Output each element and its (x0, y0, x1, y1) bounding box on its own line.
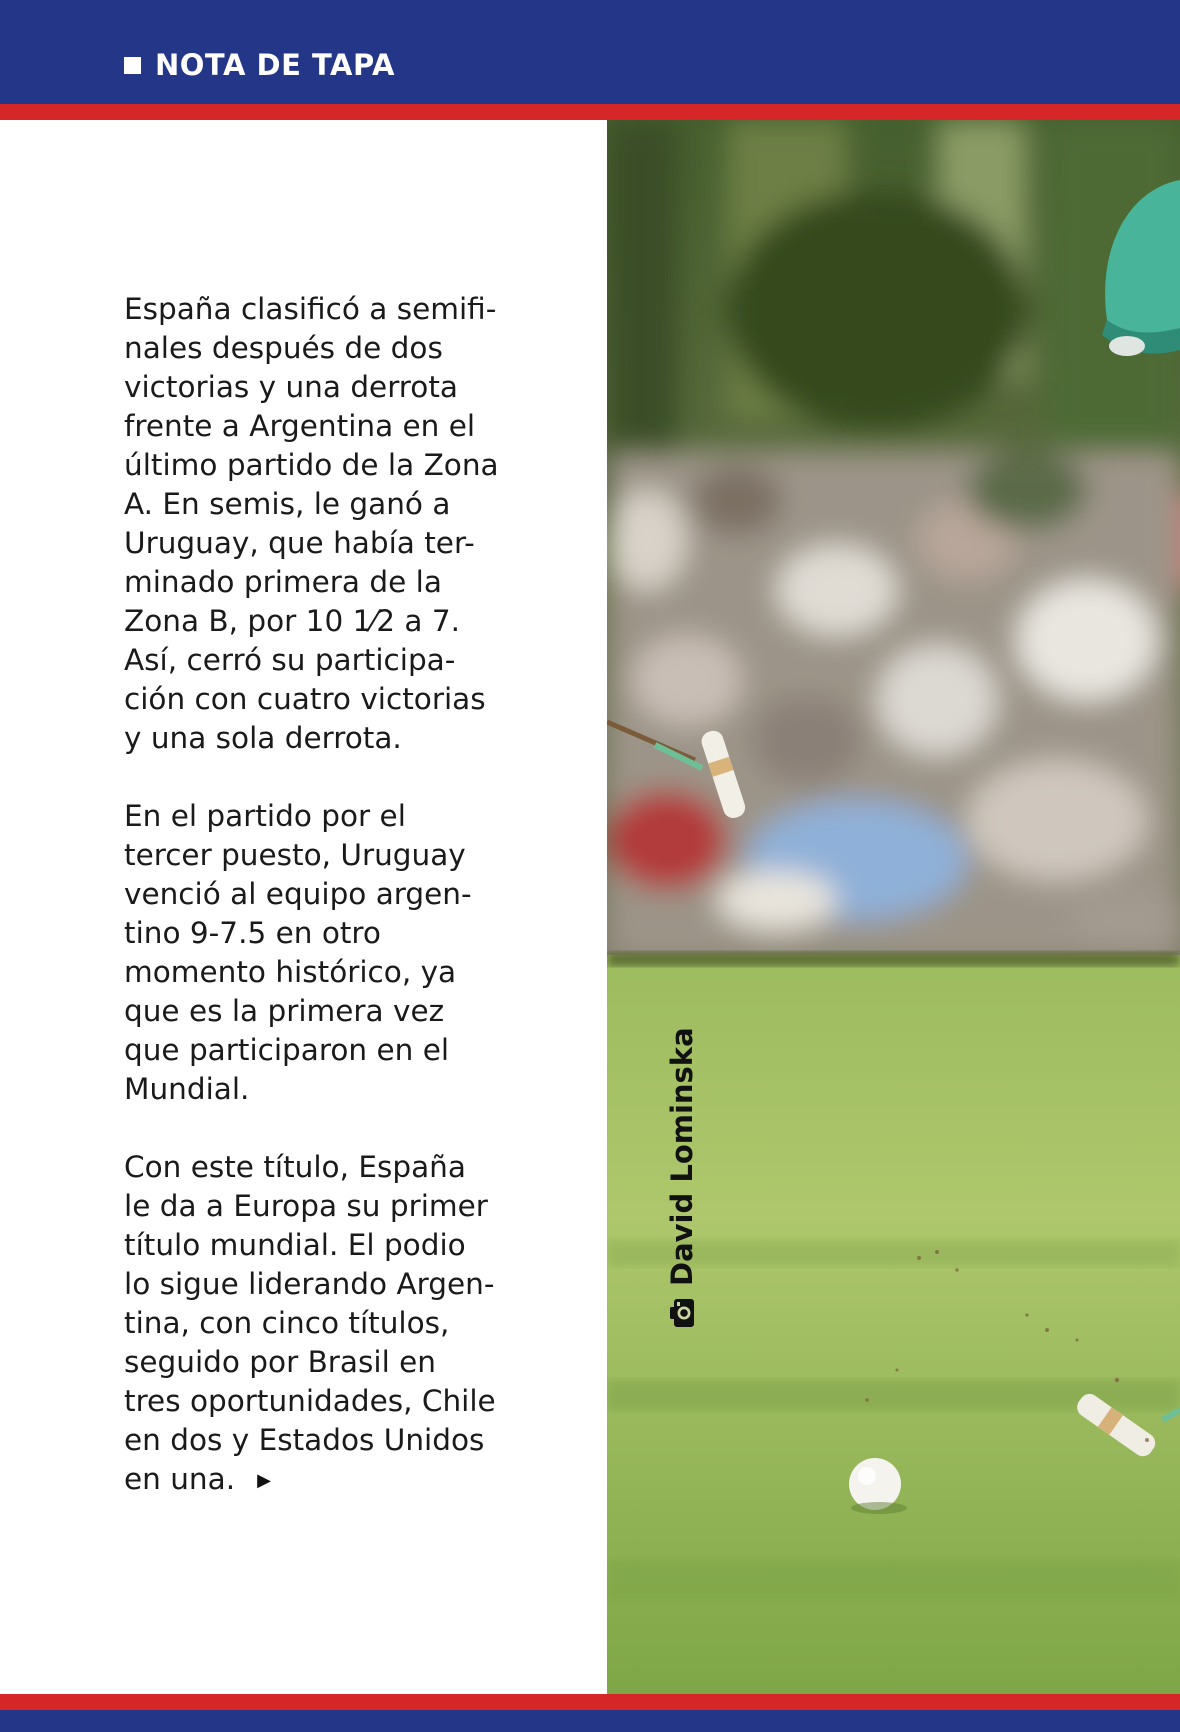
section-label-text: NOTA DE TAPA (155, 48, 395, 82)
article-paragraph-3 (124, 1148, 534, 1500)
article-paragraph-2: En el partido por el tercer puesto, Uruguay venció al equipo argen- tino 9-7.5 en otro momento histórico, ya que es la primera vez que participaron en el Mundial. (124, 799, 472, 1106)
section-label (124, 48, 395, 82)
polo-photo (607, 120, 1180, 1694)
article-paragraph-1: España clasificó a semifi- nales después de dos victorias y una derrota frente a Argentina en el último partido de la Zona A. En semis, le ganó a Uruguay, que había ter- minado primera de la Zona B, por 10 1⁄2 a 7. Así, cerró su participa- ción con cuatro victorias y una sola derrota. (124, 292, 499, 755)
header-red-stripe (0, 104, 1180, 120)
footer-band (0, 1710, 1180, 1732)
square-bullet-icon (124, 57, 141, 74)
continue-arrow-icon: ▶ (257, 1470, 271, 1491)
polo-photo-illustration (607, 120, 1180, 1694)
camera-icon (669, 1298, 695, 1328)
article-body (124, 290, 534, 1539)
footer-red-stripe (0, 1694, 1180, 1710)
article-paragraph-3-text: Con este título, España le da a Europa su primer título mundial. El podio lo sigue liderando Argen- tina, con cinco títulos, seguido por Brasil en tres oportunidades, Chile en dos y Estados Unidos en una. (124, 1150, 496, 1496)
photo-credit (665, 1027, 699, 1328)
photo-credit-text: David Lominska (665, 1027, 699, 1286)
